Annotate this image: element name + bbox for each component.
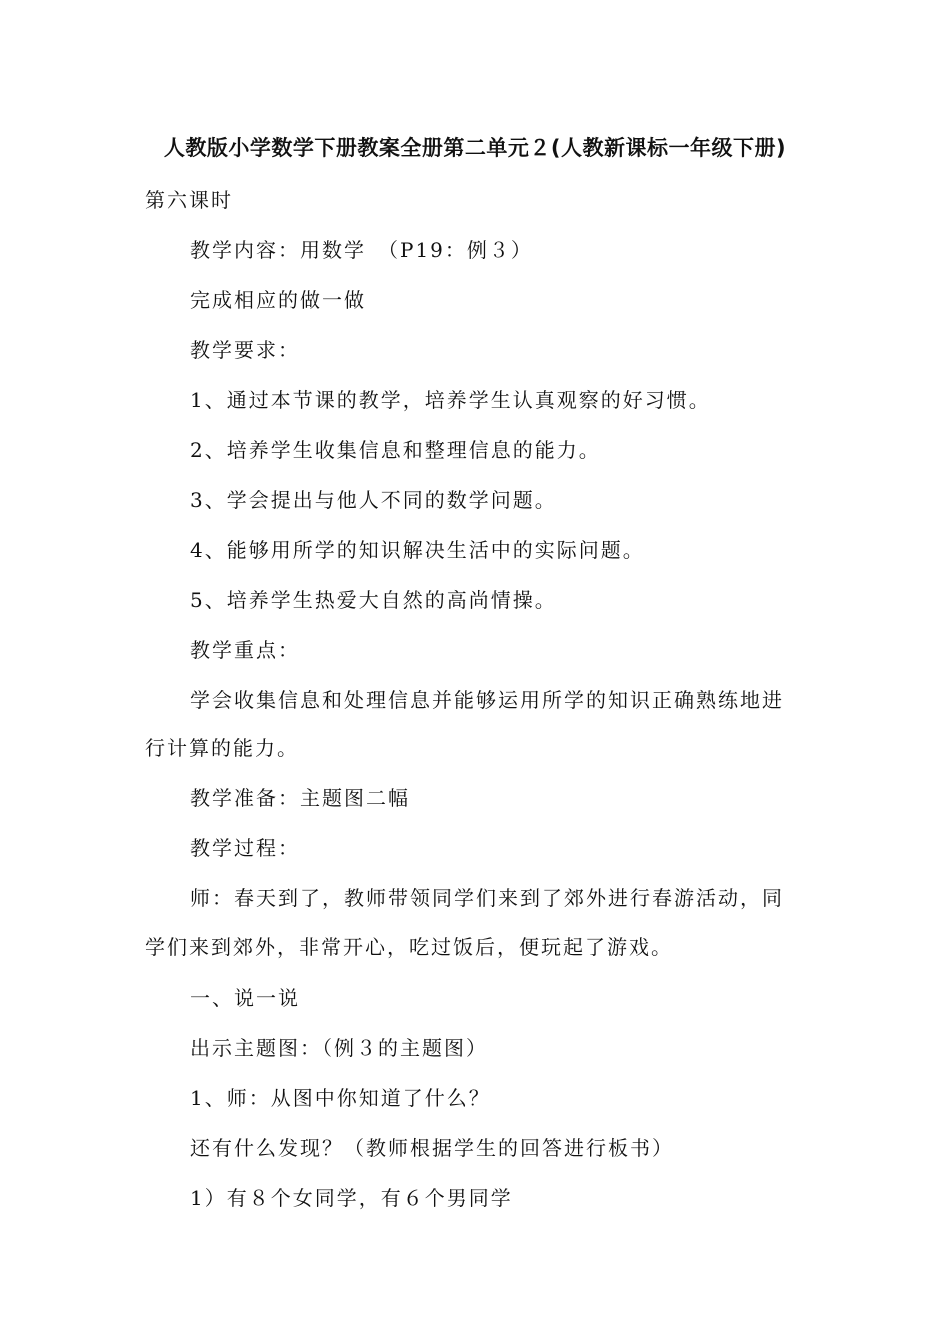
question-1: 1、师：从图中你知道了什么？ <box>190 1086 491 1110</box>
requirement-item-5: 5、培养学生热爱大自然的高尚情操。 <box>190 588 557 612</box>
requirements-heading: 教学要求： <box>190 338 300 362</box>
preparation-text: 教学准备：主题图二幅 <box>190 786 410 810</box>
requirement-item-4: 4、能够用所学的知识解决生活中的实际问题。 <box>190 538 645 562</box>
process-heading: 教学过程： <box>190 836 300 860</box>
teacher-intro: 师：春天到了，教师带领同学们来到了郊外进行春游活动，同 <box>190 886 784 910</box>
key-points-heading: 教学重点： <box>190 638 300 662</box>
document-title: 人教版小学数学下册教案全册第二单元２(人教新课标一年级下册) <box>163 136 787 160</box>
requirement-item-1: 1、通过本节课的教学，培养学生认真观察的好习惯。 <box>190 388 711 412</box>
requirement-item-3: 3、学会提出与他人不同的数学问题。 <box>190 488 557 512</box>
teacher-intro-cont: 学们来到郊外，非常开心，吃过饭后，便玩起了游戏。 <box>145 935 673 959</box>
section-say-heading: 一、说一说 <box>190 986 300 1010</box>
complete-exercise: 完成相应的做一做 <box>190 288 366 312</box>
show-theme-picture: 出示主题图：（例３的主题图） <box>190 1036 488 1060</box>
key-points-text-cont: 行计算的能力。 <box>145 736 299 760</box>
lesson-number: 第六课时 <box>145 188 233 212</box>
key-points-text: 学会收集信息和处理信息并能够运用所学的知识正确熟练地进 <box>190 688 784 712</box>
answer-1: 1）有８个女同学，有６个男同学 <box>190 1186 513 1210</box>
question-followup: 还有什么发现？（教师根据学生的回答进行板书） <box>190 1136 674 1160</box>
requirement-item-2: 2、培养学生收集信息和整理信息的能力。 <box>190 438 601 462</box>
teaching-content: 教学内容：用数学 （P19：例３） <box>190 238 533 262</box>
